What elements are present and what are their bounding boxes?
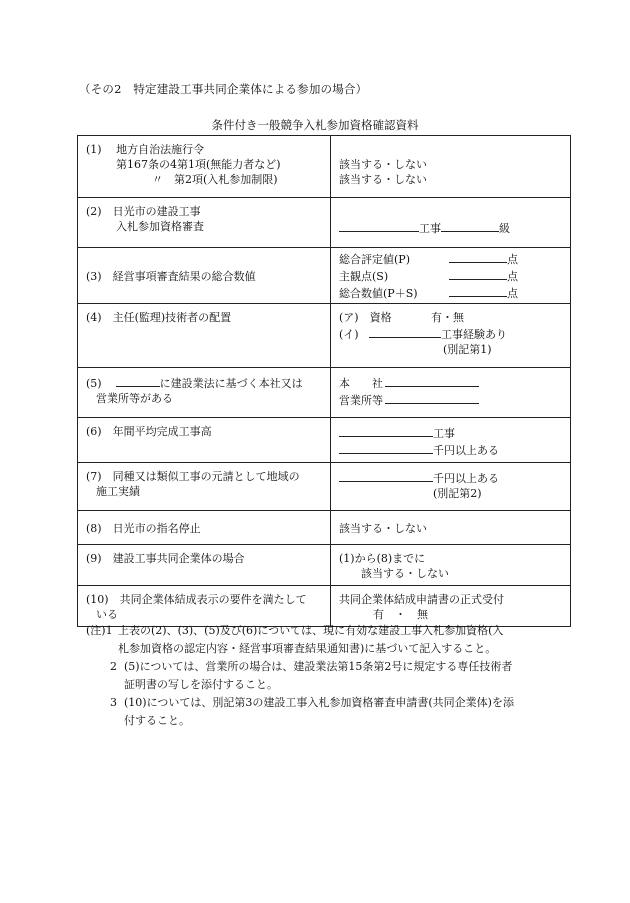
row4-exp-text: 工事経験あり [441,328,507,341]
note-2-line-1: (5)については、営業所の場合は、建設業法第15条第2号に規定する専任技術者 [124,660,513,673]
row2-value [331,198,571,248]
row10-text: 共同企業体結成申請書の正式受付 [339,593,504,606]
row1-value [331,136,571,198]
row2-grade-label: 級 [499,222,510,235]
row2-label: (2) 日光市の建設工事 [86,205,201,218]
row10-value [331,586,571,627]
row3-ps-blank[interactable] [449,284,507,297]
row3-ps-label: 総合数値(P＋S) [339,287,418,300]
row9-value [331,545,571,586]
row7-amount-label: 千円以上ある [433,472,499,485]
row4-label: (4) 主任(監理)技術者の配置 [86,311,232,324]
row7-label: (7) 同種又は類似工事の元請として地域の [86,470,300,483]
row10-option[interactable]: 有 ・ 無 [373,608,428,621]
row5-location-blank[interactable] [116,374,160,387]
document-title: 条件付き一般競争入札参加資格確認資料 [211,118,419,132]
table-row [78,136,571,198]
row6-amount-label: 千円以上ある [433,444,499,457]
row8-label: (8) 日光市の指名停止 [86,522,201,535]
row4-exp-label: (イ) [339,328,359,341]
row3-p-blank[interactable] [449,250,507,263]
row5-office-label: 営業所等 [339,394,383,407]
row2-kind-label: 工事 [419,222,441,235]
table-row [78,463,571,511]
row9-item [78,545,331,586]
row4-attachment: (別記第1) [443,343,492,356]
row10-sub: いる [96,608,118,621]
row5-value [331,368,571,418]
note-3-line-2: 付すること。 [124,714,190,727]
row5-num: (5) [86,377,102,390]
table-row [78,368,571,418]
row4-item [78,304,331,368]
row5-hq-label: 本 社 [339,377,383,390]
row2-item [78,198,331,248]
table-row [78,511,571,545]
row1-item [78,136,331,198]
note-1 [86,622,556,658]
row10-item [78,586,331,627]
row9-range: (1)から(8)までに [339,552,426,565]
row10-label: (10) 共同企業体結成表示の要件を満たして [86,593,307,606]
note-3-text [124,694,556,730]
row7-attachment: (別記第2) [433,487,482,500]
table-row [78,545,571,586]
note-2 [86,658,556,694]
row3-value [331,248,571,304]
row1-option-1[interactable]: 該当する・しない [339,158,427,171]
row1-option-2[interactable]: 該当する・しない [339,173,427,186]
note-1-line-1: 上表の(2)、(3)、(5)及び(6)については、現に有効な建設工事入札参加資格(入 [118,624,504,637]
note-1-line-2: 札参加資格の認定内容・経営事項審査結果通知書)に基づいて記入すること。 [118,642,497,655]
condition-table [77,135,571,627]
row4-qual-option[interactable]: 有・無 [431,311,464,324]
row3-p-label: 総合評定値(P) [339,253,410,266]
row2-sub: 入札参加資格審査 [116,220,204,233]
row7-amount-blank[interactable] [339,469,433,482]
header-note: （その2 特定建設工事共同企業体による参加の場合） [79,82,368,96]
row7-item [78,463,331,511]
table-row [78,198,571,248]
note-2-text [124,658,556,694]
note-2-label: 2 [110,660,117,673]
table-row [78,586,571,627]
notes [86,622,556,730]
row1-sub2: 〃 第2項(入札参加制限) [152,173,278,186]
row3-unit: 点 [507,253,518,266]
row3-s-blank[interactable] [449,267,507,280]
row5-label: に建設業法に基づく本社又は [159,377,303,390]
row1-sub1: 第167条の4第1項(無能力者など) [116,158,281,171]
table-row [78,248,571,304]
row6-value [331,418,571,463]
row6-kind-blank[interactable] [339,424,433,437]
row6-kind-label: 工事 [433,427,455,440]
note-3-label: 3 [110,696,117,709]
row7-sub: 施工実績 [96,485,140,498]
row4-qual-label: (ア) 資格 [339,311,392,324]
row5-hq-blank[interactable] [385,374,479,387]
table-row [78,304,571,368]
row3-item [78,248,331,304]
row6-item [78,418,331,463]
row3-s-label: 主観点(S) [339,270,389,283]
row2-grade-blank[interactable] [441,219,499,232]
row9-label: (9) 建設工事共同企業体の場合 [86,552,245,565]
note-1-label: (注)1 [86,624,113,637]
row6-label: (6) 年間平均完成工事高 [86,425,212,438]
row8-value [331,511,571,545]
row4-value [331,304,571,368]
row8-item [78,511,331,545]
note-2-line-2: 証明書の写しを添付すること。 [124,678,278,691]
row6-amount-blank[interactable] [339,441,433,454]
row5-item [78,368,331,418]
row3-label: (3) 経営事項審査結果の総合数値 [86,270,256,283]
row4-exp-blank[interactable] [369,325,441,338]
row5-office-blank[interactable] [385,391,479,404]
row1-label: (1) 地方自治法施行令 [86,143,205,156]
table-row [78,418,571,463]
row3-unit: 点 [507,270,518,283]
row5-sub: 営業所等がある [96,392,173,405]
row2-kind-blank[interactable] [339,219,419,232]
note-3-line-1: (10)については、別記第3の建設工事入札参加資格審査申請書(共同企業体)を添 [124,696,514,709]
row8-option[interactable]: 該当する・しない [339,522,427,535]
note-1-text [118,622,556,658]
row9-option[interactable]: 該当する・しない [361,567,449,580]
note-3 [86,694,556,730]
row3-unit: 点 [507,287,518,300]
row7-value [331,463,571,511]
